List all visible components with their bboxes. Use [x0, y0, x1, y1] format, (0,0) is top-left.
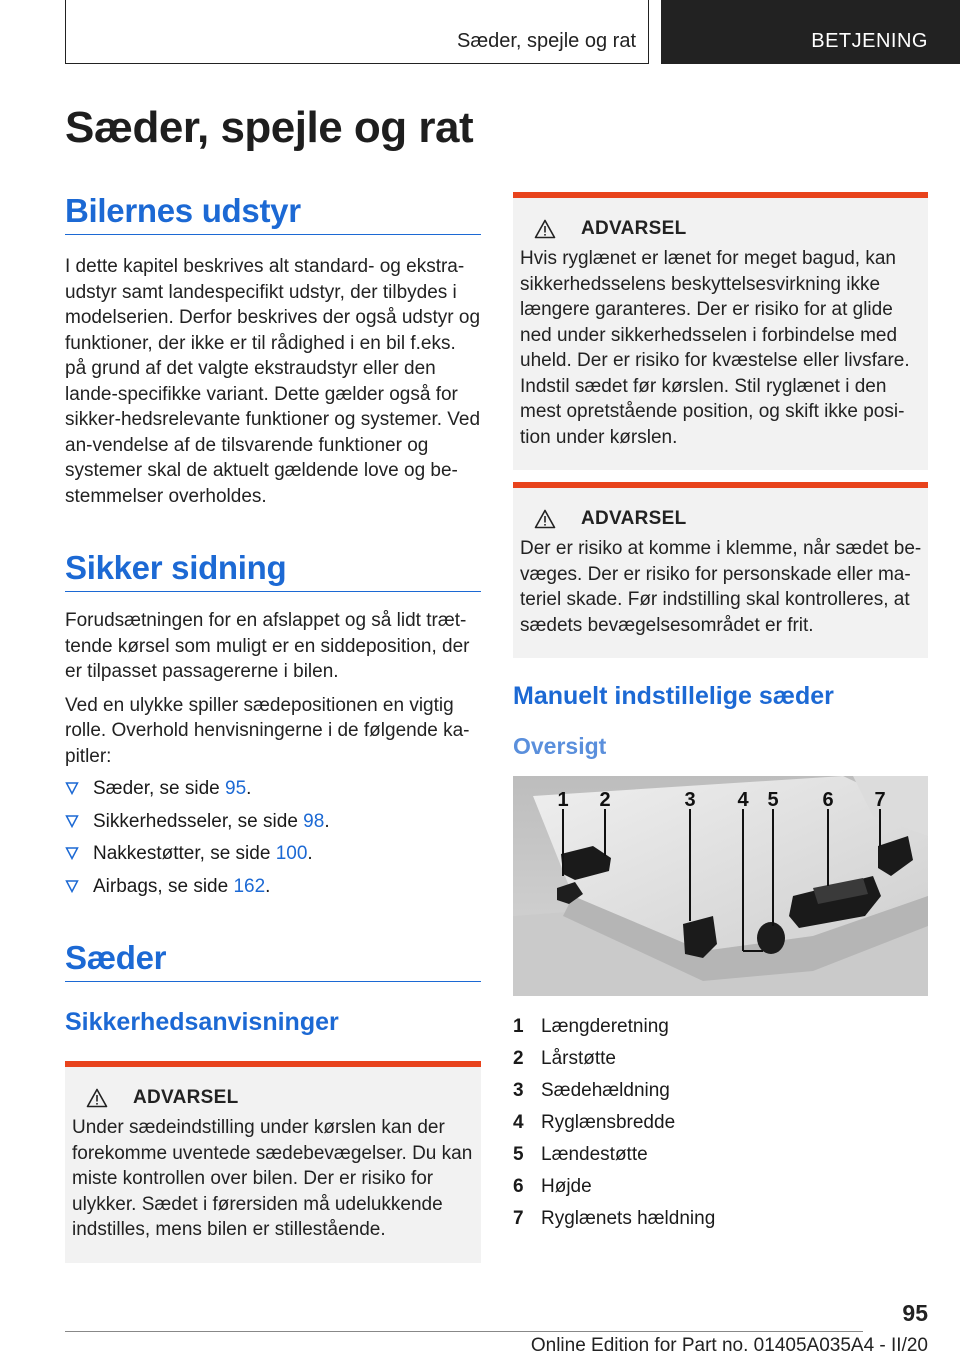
reference-item-saeder[interactable]: Sæder, se side 95.: [65, 776, 481, 802]
legend-list: [513, 1011, 928, 1235]
heading-bilernes-udstyr: Bilernes udstyr: [65, 192, 481, 235]
warning-title: ADVARSEL: [581, 508, 687, 529]
warning-box-2: [513, 192, 928, 470]
reference-text: Airbags, se side: [93, 875, 234, 897]
reference-text: Sæder, se side: [93, 778, 226, 799]
triangle-bullet-icon: [65, 879, 79, 893]
paragraph-sidning-1: Forudsætningen for en afslappet og så lidt træt-tende kørsel som muligt er en siddeposition, der er tilpasset passagererne i bilen.: [65, 610, 470, 682]
reference-item-nakkestotter[interactable]: Nakkestøtter, se side 100.: [65, 841, 481, 867]
warning-title: ADVARSEL: [133, 1087, 239, 1108]
callout-3: 3: [684, 789, 696, 811]
header-chapter-title: BETJENING: [811, 30, 928, 52]
warning-title: ADVARSEL: [581, 218, 687, 239]
legend-item: 2 Lårstøtte: [513, 1048, 616, 1069]
warning-triangle-icon: [534, 219, 556, 239]
warning-text: Hvis ryglænet er lænet for meget bagud, kan sikkerhedsselens beskyttelsesvirkning ikke længere garanteres. Der er risiko for at glide ned under sikkerhedsselen i forbindelse med uheld. Der er risiko for kvæstelse eller livsfare. Indstil sædet før kørslen. Stil ryglænet i den mest opretstående position, og skift ikke posi-tion under kørslen.: [520, 248, 910, 448]
callout-4: 4: [737, 789, 749, 811]
legend-item: 5 Lændestøtte: [513, 1144, 648, 1165]
page-number: 95: [902, 1300, 928, 1326]
left-column: [65, 192, 481, 1263]
callout-7: 7: [874, 789, 886, 811]
header-section-box: [65, 0, 649, 64]
reference-text: Sikkerhedsseler, se side: [93, 810, 304, 832]
legend-item: 6 Højde: [513, 1176, 592, 1197]
reference-item-airbags[interactable]: Airbags, se side 162.: [65, 874, 481, 900]
heading-manuelt-indstillelige: Manuelt indstillelige sæder: [513, 682, 834, 710]
page-link[interactable]: 100: [275, 843, 308, 864]
warning-header: [520, 218, 922, 240]
reference-item-sikkerhedsseler[interactable]: Sikkerhedsseler, se side 98.: [65, 809, 481, 835]
footer-divider: [65, 1331, 863, 1332]
callout-6: 6: [822, 789, 834, 811]
page-link[interactable]: 162: [233, 875, 266, 897]
warning-header: [72, 1087, 475, 1109]
legend-item: 1 Længderetning: [513, 1016, 669, 1037]
page-link[interactable]: 98: [303, 810, 325, 832]
warning-header: [520, 508, 922, 530]
reference-text: Nakkestøtter, se side: [93, 843, 276, 864]
reference-list: [65, 776, 481, 899]
triangle-bullet-icon: [65, 781, 79, 795]
warning-text: Der er risiko at komme i klemme, når sædet be-væges. Der er risiko for personskade eller ma-teriel skade. Før indstilling skal kontrolleres, at sædets bevægelsesområdet er frit.: [520, 538, 922, 636]
triangle-bullet-icon: [65, 814, 79, 828]
page-link[interactable]: 95: [225, 778, 247, 799]
warning-text: Under sædeindstilling under kørslen kan der forekomme uventede sædebevægelser. Du kan miste kontrollen over bilen. Der er risiko for ulykker. Sædet i førersiden må udelukkende indstilles, mens bilen er stillestående.: [72, 1117, 473, 1240]
warning-triangle-icon: [534, 509, 556, 529]
page-title: Sæder, spejle og rat: [65, 103, 474, 152]
seat-controls-illustration: [513, 776, 928, 996]
warning-triangle-icon: [86, 1088, 108, 1108]
footer-edition: Online Edition for Part no. 01405A035A4 - II/20: [530, 1335, 928, 1356]
header-chapter-box: [661, 0, 960, 64]
legend-item: 4 Ryglænsbredde: [513, 1112, 676, 1133]
legend-item: 7 Ryglænets hældning: [513, 1208, 716, 1229]
callout-1: 1: [557, 789, 569, 811]
legend-item: 3 Sædehældning: [513, 1080, 670, 1101]
right-column: [513, 192, 928, 1235]
heading-saeder: Sæder: [65, 939, 481, 982]
header-section-title: Sæder, spejle og rat: [457, 30, 636, 52]
callout-2: 2: [599, 789, 611, 811]
callout-5: 5: [767, 789, 779, 811]
triangle-bullet-icon: [65, 846, 79, 860]
heading-oversigt: Oversigt: [513, 733, 607, 759]
heading-sikkerhedsanvisninger: Sikkerhedsanvisninger: [65, 1008, 339, 1036]
seat-photo: [513, 776, 928, 1001]
heading-sikker-sidning: Sikker sidning: [65, 549, 481, 592]
paragraph-udstyr: I dette kapitel beskrives alt standard- og ekstra-udstyr samt landespecifikt udstyr, der tilbydes i modelserien. Derfor beskrives der også udstyr og funktioner, der ikke er til rådighed i en bil f.eks. på grund af det valgte ekstraudstyr eller den lande-specifikke variant. Dette gælder også for sikker-hedsrelevante funktioner og systemer. Ved an-vendelse af de tilsvarende funktioner og systemer skal de aktuelt gældende love og be-stemmelser overholdes.: [65, 256, 481, 507]
warning-box-1: [65, 1061, 481, 1263]
paragraph-sidning-2: Ved en ulykke spiller sædepositionen en vigtig rolle. Overhold henvisningerne i de følgende ka-pitler:: [65, 694, 470, 767]
warning-box-3: [513, 482, 928, 658]
